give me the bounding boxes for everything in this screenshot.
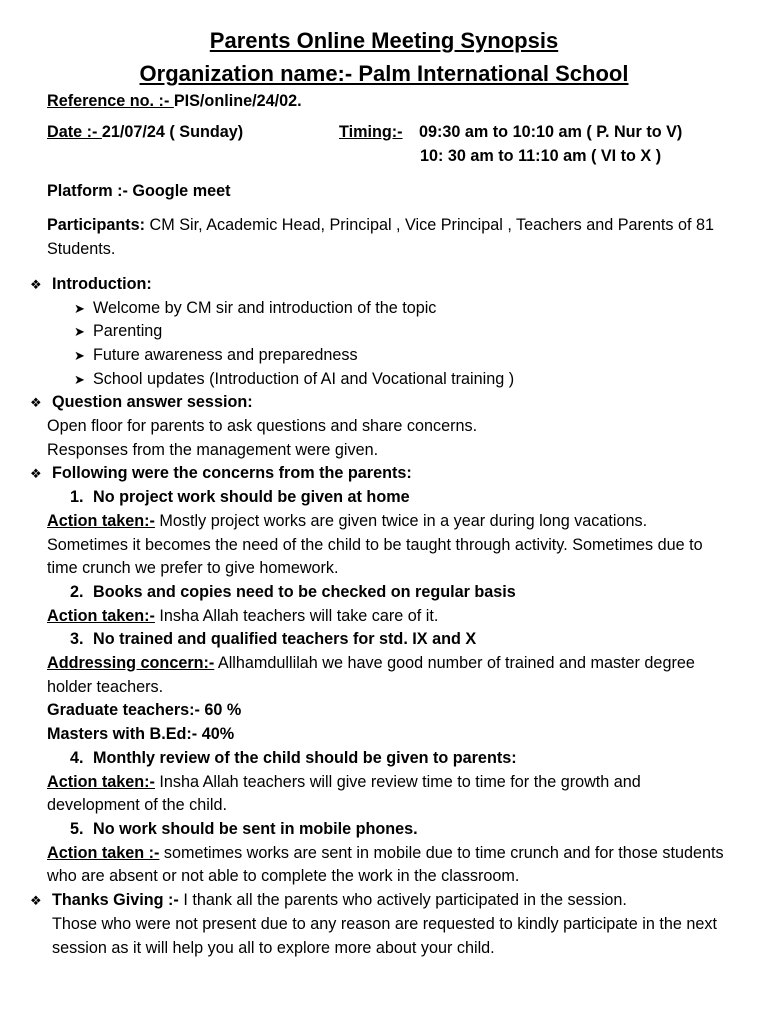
concern-5-title: 5. No work should be sent in mobile phones. [70, 819, 418, 838]
concern-4-title: 4. Monthly review of the child should be given to parents: [70, 748, 517, 767]
thanks-giving-body: Those who were not present due to any reason are requested to kindly participate in the next session as it will help you all to explore more about your child. [52, 914, 717, 957]
date-line [47, 121, 243, 145]
reference-line [0, 90, 768, 114]
timing-second: 10: 30 am to 11:10 am ( VI to X ) [420, 146, 662, 165]
list-item: ➤ Future awareness and preparedness [0, 344, 768, 368]
reference-value: PIS/online/24/02. [173, 92, 302, 110]
participants-value: CM Sir, Academic Head, Principal , Vice Principal , Teachers and Parents of 81 Students. [47, 216, 715, 259]
organization-name: Organization name:- Palm International School [139, 61, 629, 86]
action-label: Action taken:- [47, 772, 155, 791]
introduction-list [0, 297, 768, 392]
concern-5-response: Action taken :- sometimes works are sent in mobile due to time crunch and for those students who are absent or not able to complete the work in the classroom. [47, 843, 724, 886]
diamond-bullet-icon: ❖ [30, 466, 42, 482]
timing-first: 09:30 am to 10:10 am ( P. Nur to V) [419, 122, 683, 141]
arrow-bullet-icon: ➤ [74, 300, 85, 316]
participants-label: Participants: [47, 216, 146, 235]
diamond-bullet-icon: ❖ [30, 276, 42, 292]
qa-line-2: Responses from the management were given. [47, 440, 379, 459]
arrow-bullet-icon: ➤ [74, 324, 85, 340]
document-title: Parents Online Meeting Synopsis [209, 28, 559, 53]
concern-3-response: Addressing concern:- Allhamdullilah we have good number of trained and master degree holder teachers. [47, 654, 695, 696]
concern-2-response: Action taken:- Insha Allah teachers will take care of it. [47, 606, 439, 625]
qa-line-1: Open floor for parents to ask questions and share concerns. [47, 417, 478, 436]
introduction-heading: ❖ Introduction: [0, 273, 768, 297]
date-timing-block [0, 121, 768, 169]
timing-line [339, 121, 682, 145]
action-label: Action taken:- [47, 606, 155, 625]
concerns-heading: ❖ Following were the concerns from the parents: [0, 462, 768, 486]
diamond-bullet-icon: ❖ [30, 893, 42, 909]
graduate-stat: Graduate teachers:- 60 % [47, 701, 242, 720]
action-label: Action taken :- [47, 843, 160, 862]
timing-label: Timing:- [339, 122, 403, 141]
action-label: Addressing concern:- [47, 654, 215, 673]
concern-2-title: 2. Books and copies need to be checked on regular basis [70, 582, 516, 601]
action-label: Action taken:- [47, 511, 155, 530]
platform-line: Platform :- Google meet [47, 181, 231, 200]
date-value: 21/07/24 ( Sunday) [101, 122, 244, 141]
arrow-bullet-icon: ➤ [74, 347, 85, 363]
arrow-bullet-icon: ➤ [74, 371, 85, 387]
document-page [0, 24, 768, 960]
thanks-label: Thanks Giving :- [52, 891, 179, 910]
participants-line [0, 214, 768, 261]
concern-1-title: 1. No project work should be given at home [70, 488, 410, 507]
list-item: ➤ Welcome by CM sir and introduction of the topic [0, 297, 768, 321]
masters-stat: Masters with B.Ed:- 40% [47, 725, 235, 744]
date-label: Date :- [47, 122, 102, 141]
list-item: ➤ Parenting [0, 320, 768, 344]
concern-1-response: Action taken:- Mostly project works are given twice in a year during long vacations. Sometimes it becomes the need of the child to be taught through activity. Sometimes due to time crunch we prefer to give homework. [47, 511, 703, 578]
concern-4-response: Action taken:- Insha Allah teachers will give review time to time for the growth and development of the child. [47, 772, 641, 815]
diamond-bullet-icon: ❖ [30, 395, 42, 411]
list-item: ➤ School updates (Introduction of AI and Vocational training ) [0, 368, 768, 392]
qa-heading: ❖ Question answer session: [0, 391, 768, 415]
concern-3-title: 3. No trained and qualified teachers for std. IX and X [70, 630, 477, 649]
reference-label: Reference no. :- [47, 92, 174, 110]
thanks-giving-line: ❖ Thanks Giving :- I thank all the parents who actively participated in the session. [0, 889, 768, 913]
